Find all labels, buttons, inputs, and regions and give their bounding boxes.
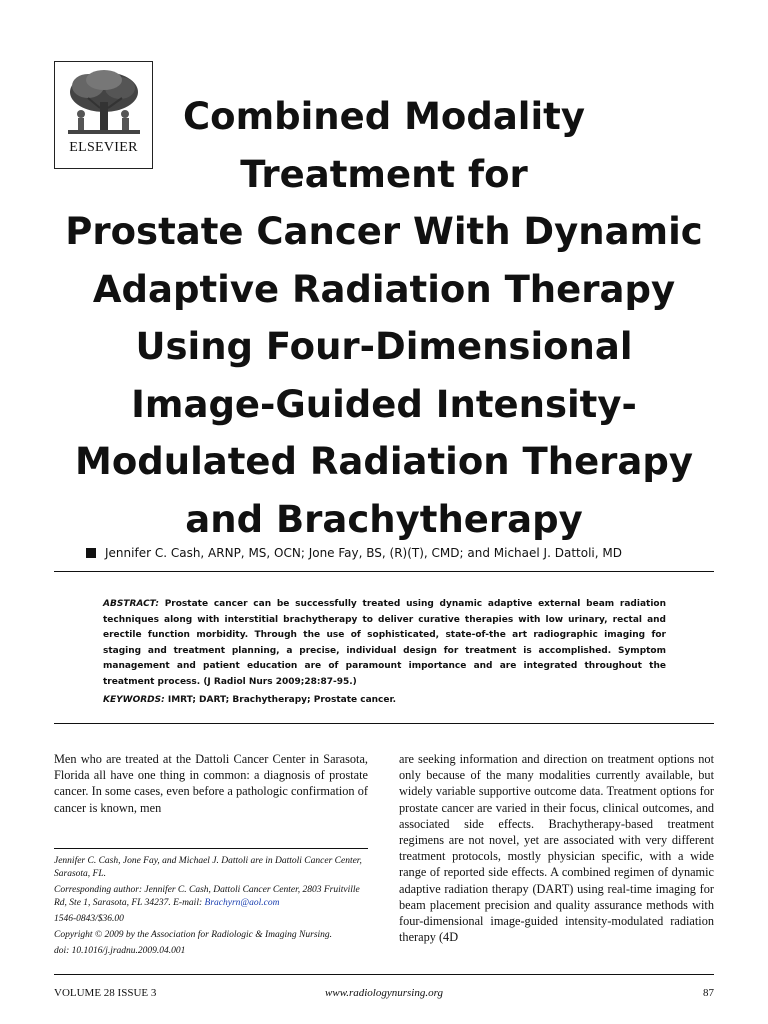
title-line: Treatment for: [240, 152, 528, 196]
corresponding-note: [54, 884, 368, 910]
body-right-column: are seeking information and direction on treatment options not only because of the many modalities currently available, but widely variable supportive outcome data. Treatment options for prostate cancer are varied in their focus, clinical outcomes, and associated side effects. Brachytherapy-based treatment regimens are not novel, yet are associated with very different treatment protocols, mostly physician specific, with a wide range of reported side effects. A combined regimen of dynamic adaptive radiation therapy (DART) using real-time imaging for beam placement precision and quality assurance methods with four-dimensional image-guided intensity-modulated radiation therapy (4D: [399, 752, 714, 945]
keywords-label: KEYWORDS:: [103, 695, 165, 705]
email-link[interactable]: Brachyrn@aol.com: [204, 898, 280, 908]
doi-note[interactable]: doi: 10.1016/j.jradnu.2009.04.001: [54, 946, 186, 956]
title-line: Adaptive Radiation Therapy: [92, 267, 676, 311]
header-divider: [54, 571, 714, 572]
title-line: Image-Guided Intensity-: [131, 382, 637, 426]
issn-note: 1546-0843/$36.00: [54, 914, 124, 924]
keywords: [103, 693, 666, 708]
copyright-note: Copyright © 2009 by the Association for Radiologic & Imaging Nursing.: [54, 930, 333, 940]
affiliation-note: Jennifer C. Cash, Jone Fay, and Michael J. Dattoli are in Dattoli Cancer Center, Sarasota, FL.: [54, 856, 362, 879]
title-line: Modulated Radiation Therapy: [75, 440, 693, 483]
corresponding-text: Corresponding author: Jennifer C. Cash, Dattoli Cancer Center, 2803 Fruitville Rd, Ste 1, Sarasota, FL 34237. E-mail:: [54, 885, 360, 908]
author-line: [86, 546, 622, 560]
footnotes: [54, 855, 368, 961]
body-left-column: Men who are treated at the Dattoli Cancer Center in Sarasota, Florida all have one thing in common: a diagnosis of prostate cancer. In some cases, even before a pathologic confirmation of cancer is known, men: [54, 752, 368, 815]
footer-divider: [54, 974, 714, 975]
title-line: Combined Modality: [183, 95, 585, 138]
footer-website[interactable]: www.radiologynursing.org: [325, 987, 443, 999]
abstract: [103, 597, 666, 690]
keywords-text: IMRT; DART; Brachytherapy; Prostate cancer.: [167, 695, 397, 705]
author-list: Jennifer C. Cash, ARNP, MS, OCN; Jone Fay, BS, (R)(T), CMD; and Michael J. Dattoli, MD: [105, 546, 622, 560]
publisher-name: ELSEVIER: [69, 140, 138, 155]
footnote-divider: [54, 848, 368, 849]
page-number: 87: [703, 987, 714, 999]
abstract-divider: [54, 723, 714, 724]
footer-volume: VOLUME 28 ISSUE 3: [54, 987, 157, 999]
title-line: Prostate Cancer With Dynamic: [65, 210, 703, 253]
title-line: and Brachytherapy: [185, 497, 583, 541]
title-line: Using Four-Dimensional: [135, 325, 633, 368]
article-title: [40, 88, 728, 548]
abstract-label: ABSTRACT:: [103, 599, 159, 609]
square-bullet-icon: [86, 548, 96, 558]
abstract-text: Prostate cancer can be successfully treated using dynamic adaptive external beam radiation techniques along with interstitial brachytherapy to deliver curative therapies with low urinary, rectal and erectile function morbidity. Through the use of sophisticated, state-of-the art radiographic imaging for staging and treatment planning, a precise, individual design for treatment is accomplished. Symptom management and patient education are of paramount importance and are integrated throughout the treatment process. (J Radiol Nurs 2009;28:87-95.): [103, 599, 667, 687]
